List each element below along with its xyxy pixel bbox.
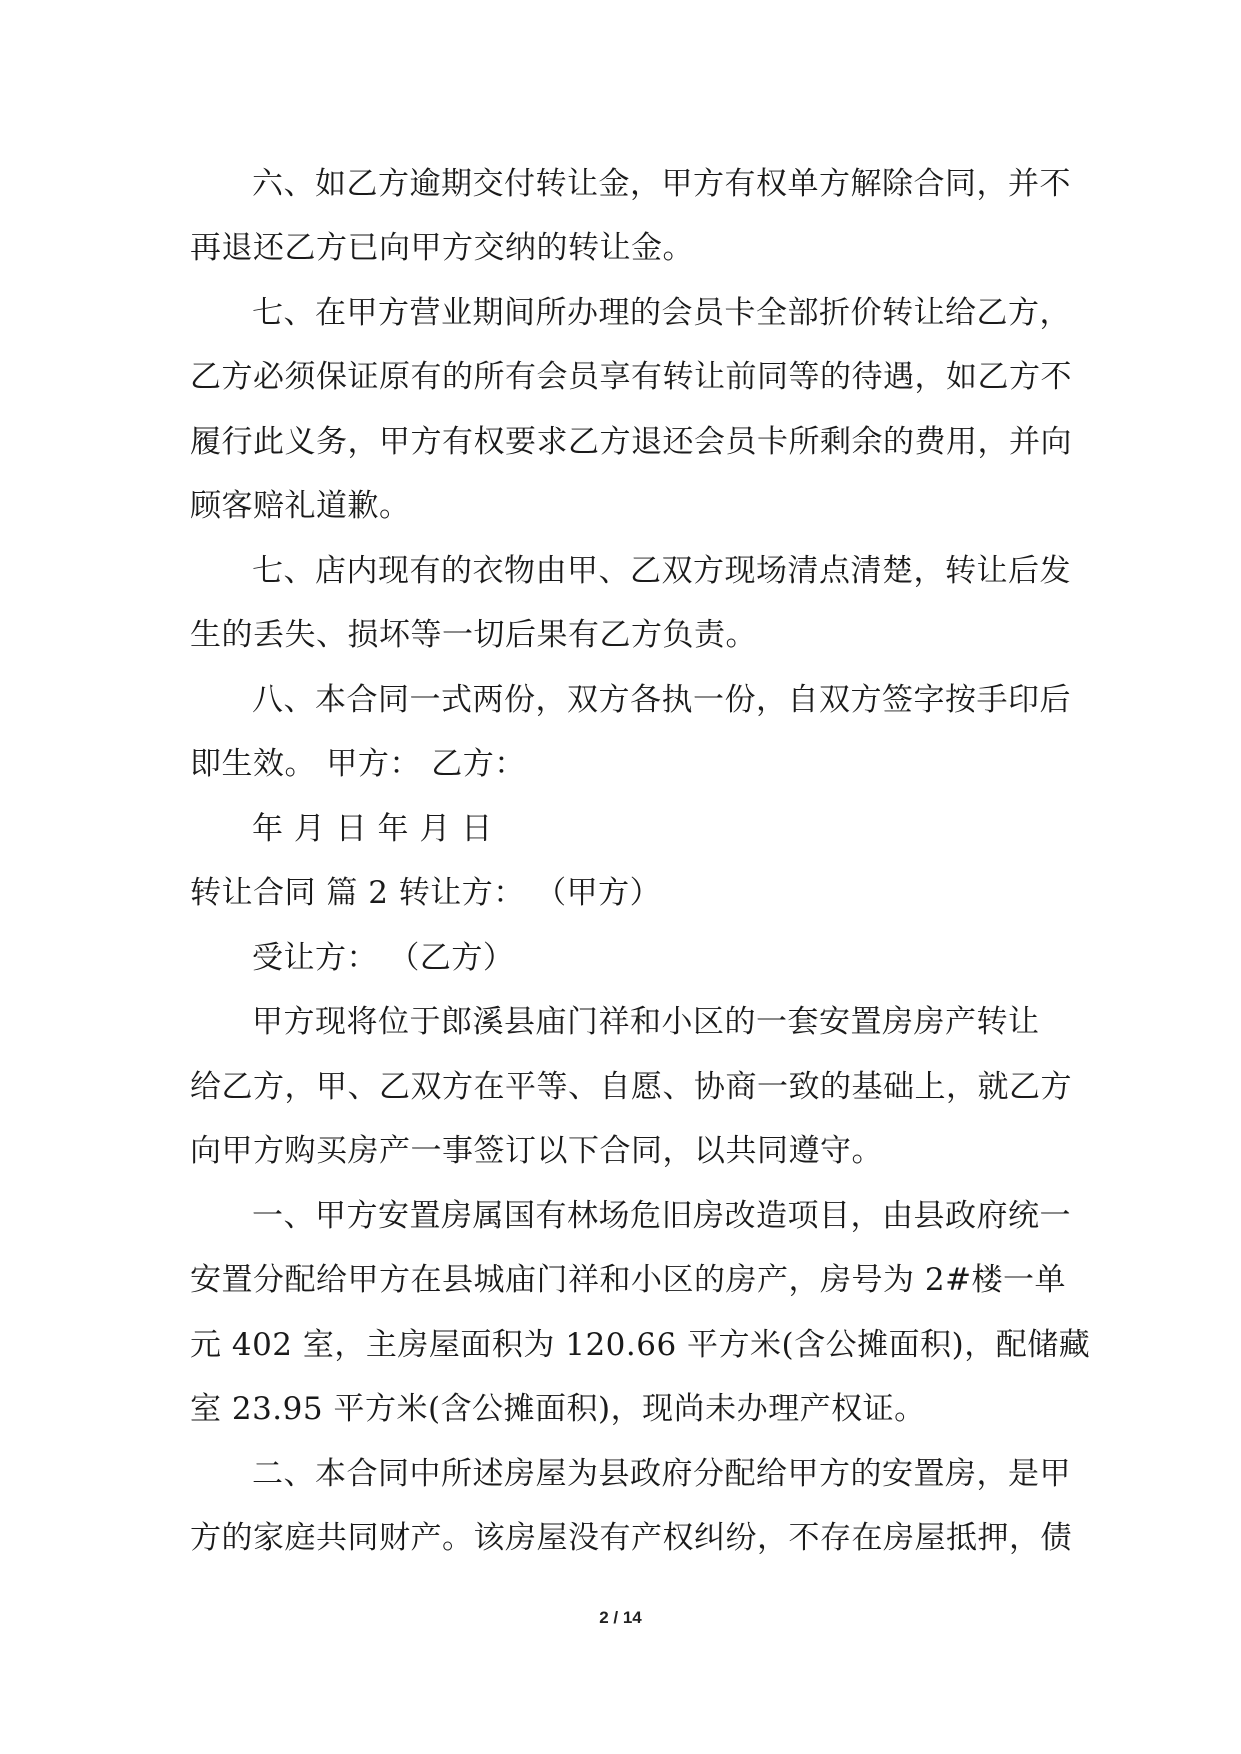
- text-line: 顾客赔礼道歉。: [190, 488, 411, 524]
- text-line: 七、店内现有的衣物由甲、乙双方现场清点清楚，转让后发: [252, 553, 1071, 589]
- page-number: 2 / 14: [599, 1608, 642, 1627]
- text-line: 给乙方，甲、乙双方在平等、自愿、协商一致的基础上，就乙方: [190, 1069, 1072, 1105]
- date-line: 年 月 日 年 月 日: [252, 811, 493, 847]
- text-line: 受让方： （乙方）: [252, 940, 515, 976]
- text-line: 二、本合同中所述房屋为县政府分配给甲方的安置房，是甲: [252, 1456, 1071, 1492]
- text-line: 一、甲方安置房属国有林场危旧房改造项目，由县政府统一: [252, 1198, 1071, 1234]
- text-line: 再退还乙方已向甲方交纳的转让金。: [190, 230, 694, 266]
- text-line: 八、本合同一式两份，双方各执一份，自双方签字按手印后: [252, 682, 1071, 718]
- text-line: 向甲方购买房产一事签订以下合同，以共同遵守。: [190, 1133, 883, 1169]
- text-line: 方的家庭共同财产。该房屋没有产权纠纷，不存在房屋抵押，债: [190, 1520, 1072, 1556]
- text-line: 安置分配给甲方在县城庙门祥和小区的房产，房号为 2#楼一单: [190, 1262, 1067, 1298]
- text-line: 六、如乙方逾期交付转让金，甲方有权单方解除合同，并不: [252, 166, 1071, 202]
- section-heading: 转让合同 篇 2 转让方： （甲方）: [190, 875, 662, 911]
- text-line: 乙方必须保证原有的所有会员享有转让前同等的待遇，如乙方不: [190, 359, 1072, 395]
- text-line: 七、在甲方营业期间所办理的会员卡全部折价转让给乙方，: [252, 295, 1071, 331]
- text-line: 生的丢失、损坏等一切后果有乙方负责。: [190, 617, 757, 653]
- text-line: 履行此义务，甲方有权要求乙方退还会员卡所剩余的费用，并向: [190, 424, 1072, 460]
- text-line: 甲方现将位于郎溪县庙门祥和小区的一套安置房房产转让: [252, 1004, 1040, 1040]
- text-line: 室 23.95 平方米(含公摊面积)，现尚未办理产权证。: [190, 1391, 926, 1427]
- text-line: 即生效。 甲方： 乙方：: [190, 746, 526, 782]
- text-line: 元 402 室，主房屋面积为 120.66 平方米(含公摊面积)，配储藏: [190, 1327, 1091, 1363]
